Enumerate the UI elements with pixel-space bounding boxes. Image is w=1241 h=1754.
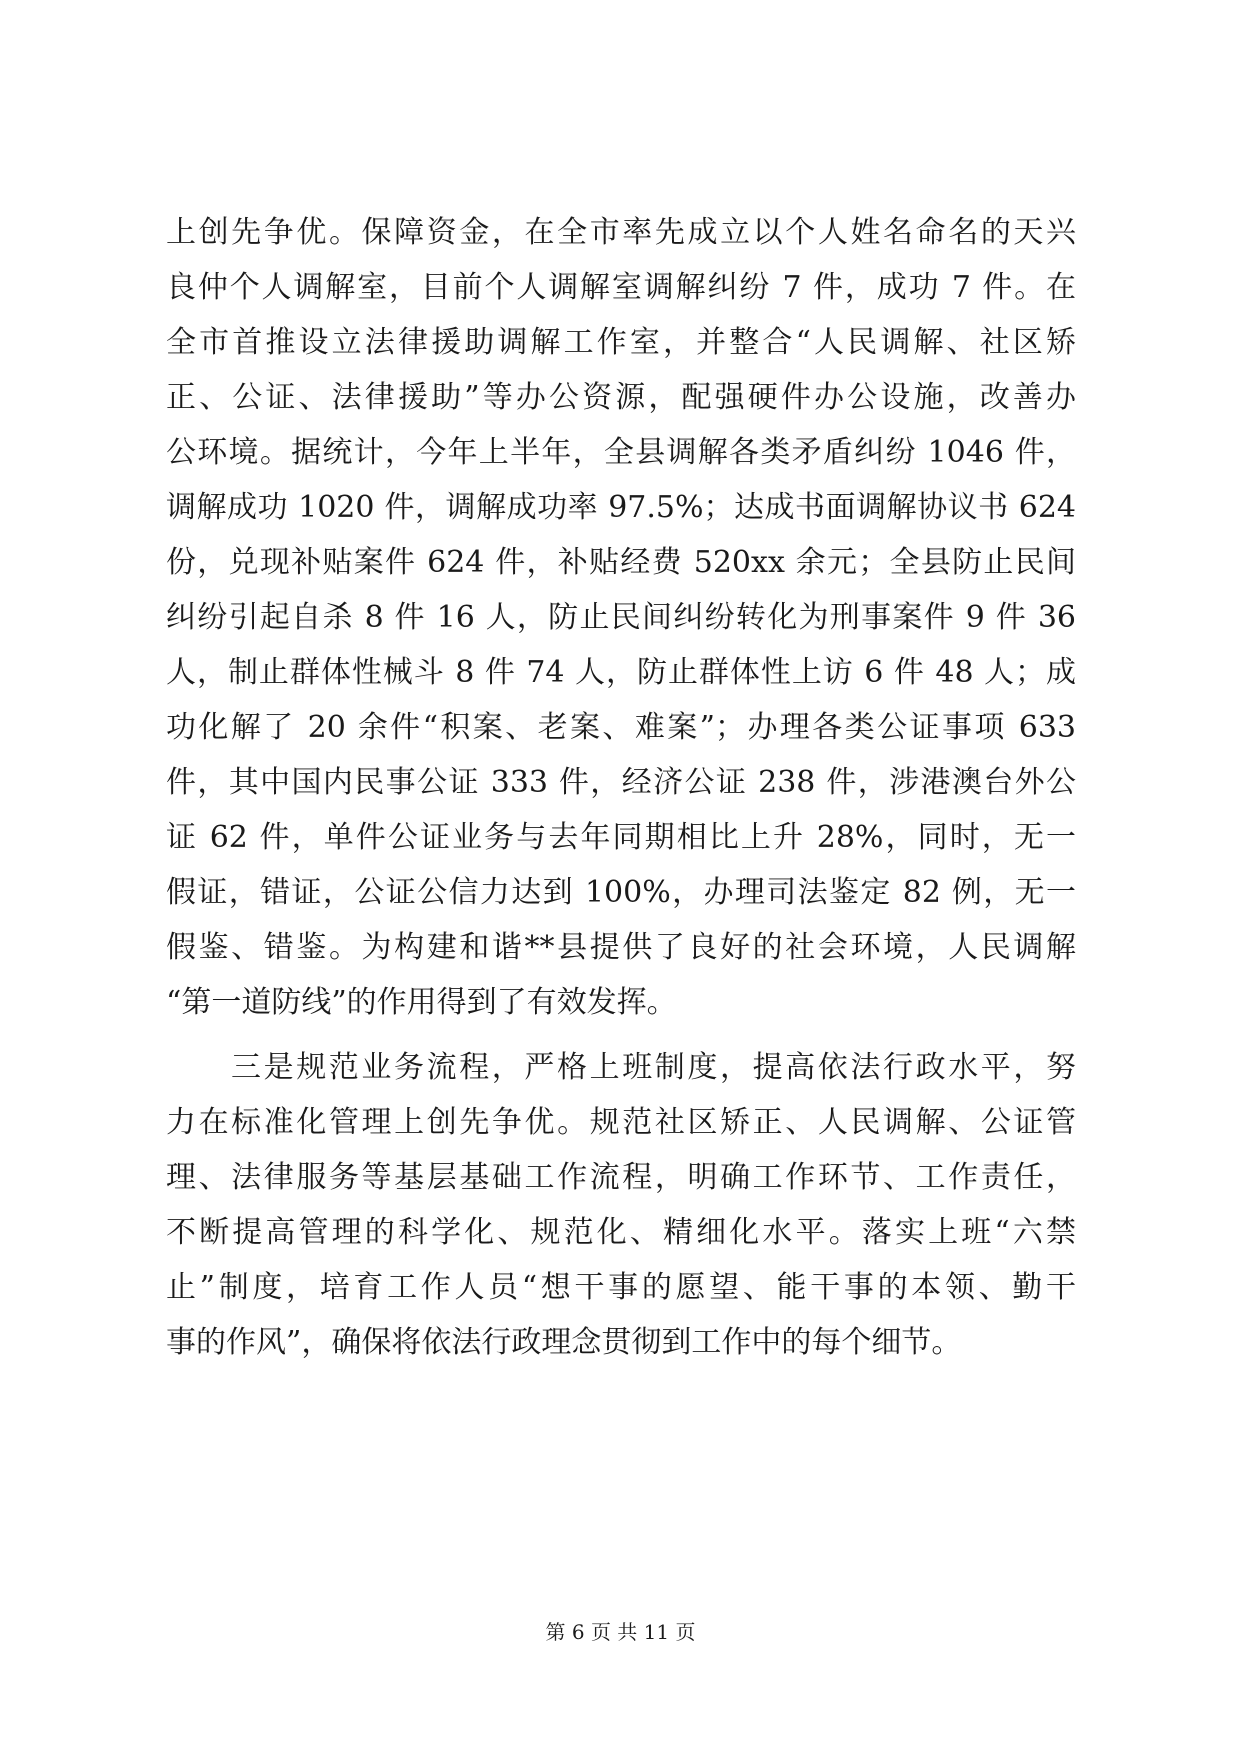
text-line: “第一道防线”的作用得到了有效发挥。 — [166, 985, 677, 1020]
text-line: 全市首推设立法律援助调解工作室，并整合“人民调解、社区矫 — [166, 325, 1076, 360]
text-line: 正、公证、法律援助”等办公资源，配强硬件办公设施，改善办 — [166, 380, 1076, 415]
text-line: 事的作风”，确保将依法行政理念贯彻到工作中的每个细节。 — [166, 1325, 962, 1360]
text-line: 良仲个人调解室，目前个人调解室调解纠纷 7 件，成功 7 件。在 — [166, 270, 1076, 305]
page-number-footer: 第 6 页 共 11 页 — [545, 1620, 696, 1644]
text-line: 力在标准化管理上创先争优。规范社区矫正、人民调解、公证管 — [166, 1105, 1076, 1140]
text-line: 三是规范业务流程，严格上班制度，提高依法行政水平，努 — [231, 1050, 1076, 1085]
text-line: 证 62 件，单件公证业务与去年同期相比上升 28%，同时，无一 — [166, 820, 1076, 855]
text-line: 人，制止群体性械斗 8 件 74 人，防止群体性上访 6 件 48 人；成 — [166, 655, 1076, 690]
text-line: 假证，错证，公证公信力达到 100%，办理司法鉴定 82 例，无一 — [166, 875, 1076, 910]
text-line: 份，兑现补贴案件 624 件，补贴经费 520xx 余元；全县防止民间 — [166, 545, 1076, 580]
text-line: 件，其中国内民事公证 333 件，经济公证 238 件，涉港澳台外公 — [166, 765, 1076, 800]
text-line: 理、法律服务等基层基础工作流程，明确工作环节、工作责任， — [166, 1160, 1076, 1195]
text-line: 功化解了 20 余件“积案、老案、难案”；办理各类公证事项 633 — [166, 710, 1076, 745]
text-line: 不断提高管理的科学化、规范化、精细化水平。落实上班“六禁 — [166, 1215, 1076, 1250]
text-line: 纠纷引起自杀 8 件 16 人，防止民间纠纷转化为刑事案件 9 件 36 — [166, 600, 1076, 635]
text-line: 止”制度，培育工作人员“想干事的愿望、能干事的本领、勤干 — [166, 1270, 1076, 1305]
text-line: 公环境。据统计，今年上半年，全县调解各类矛盾纠纷 1046 件， — [166, 435, 1076, 470]
text-line: 假鉴、错鉴。为构建和谐**县提供了良好的社会环境，人民调解 — [166, 930, 1076, 965]
text-line: 上创先争优。保障资金，在全市率先成立以个人姓名命名的天兴 — [166, 215, 1076, 250]
text-line: 调解成功 1020 件，调解成功率 97.5%；达成书面调解协议书 624 — [166, 490, 1076, 525]
